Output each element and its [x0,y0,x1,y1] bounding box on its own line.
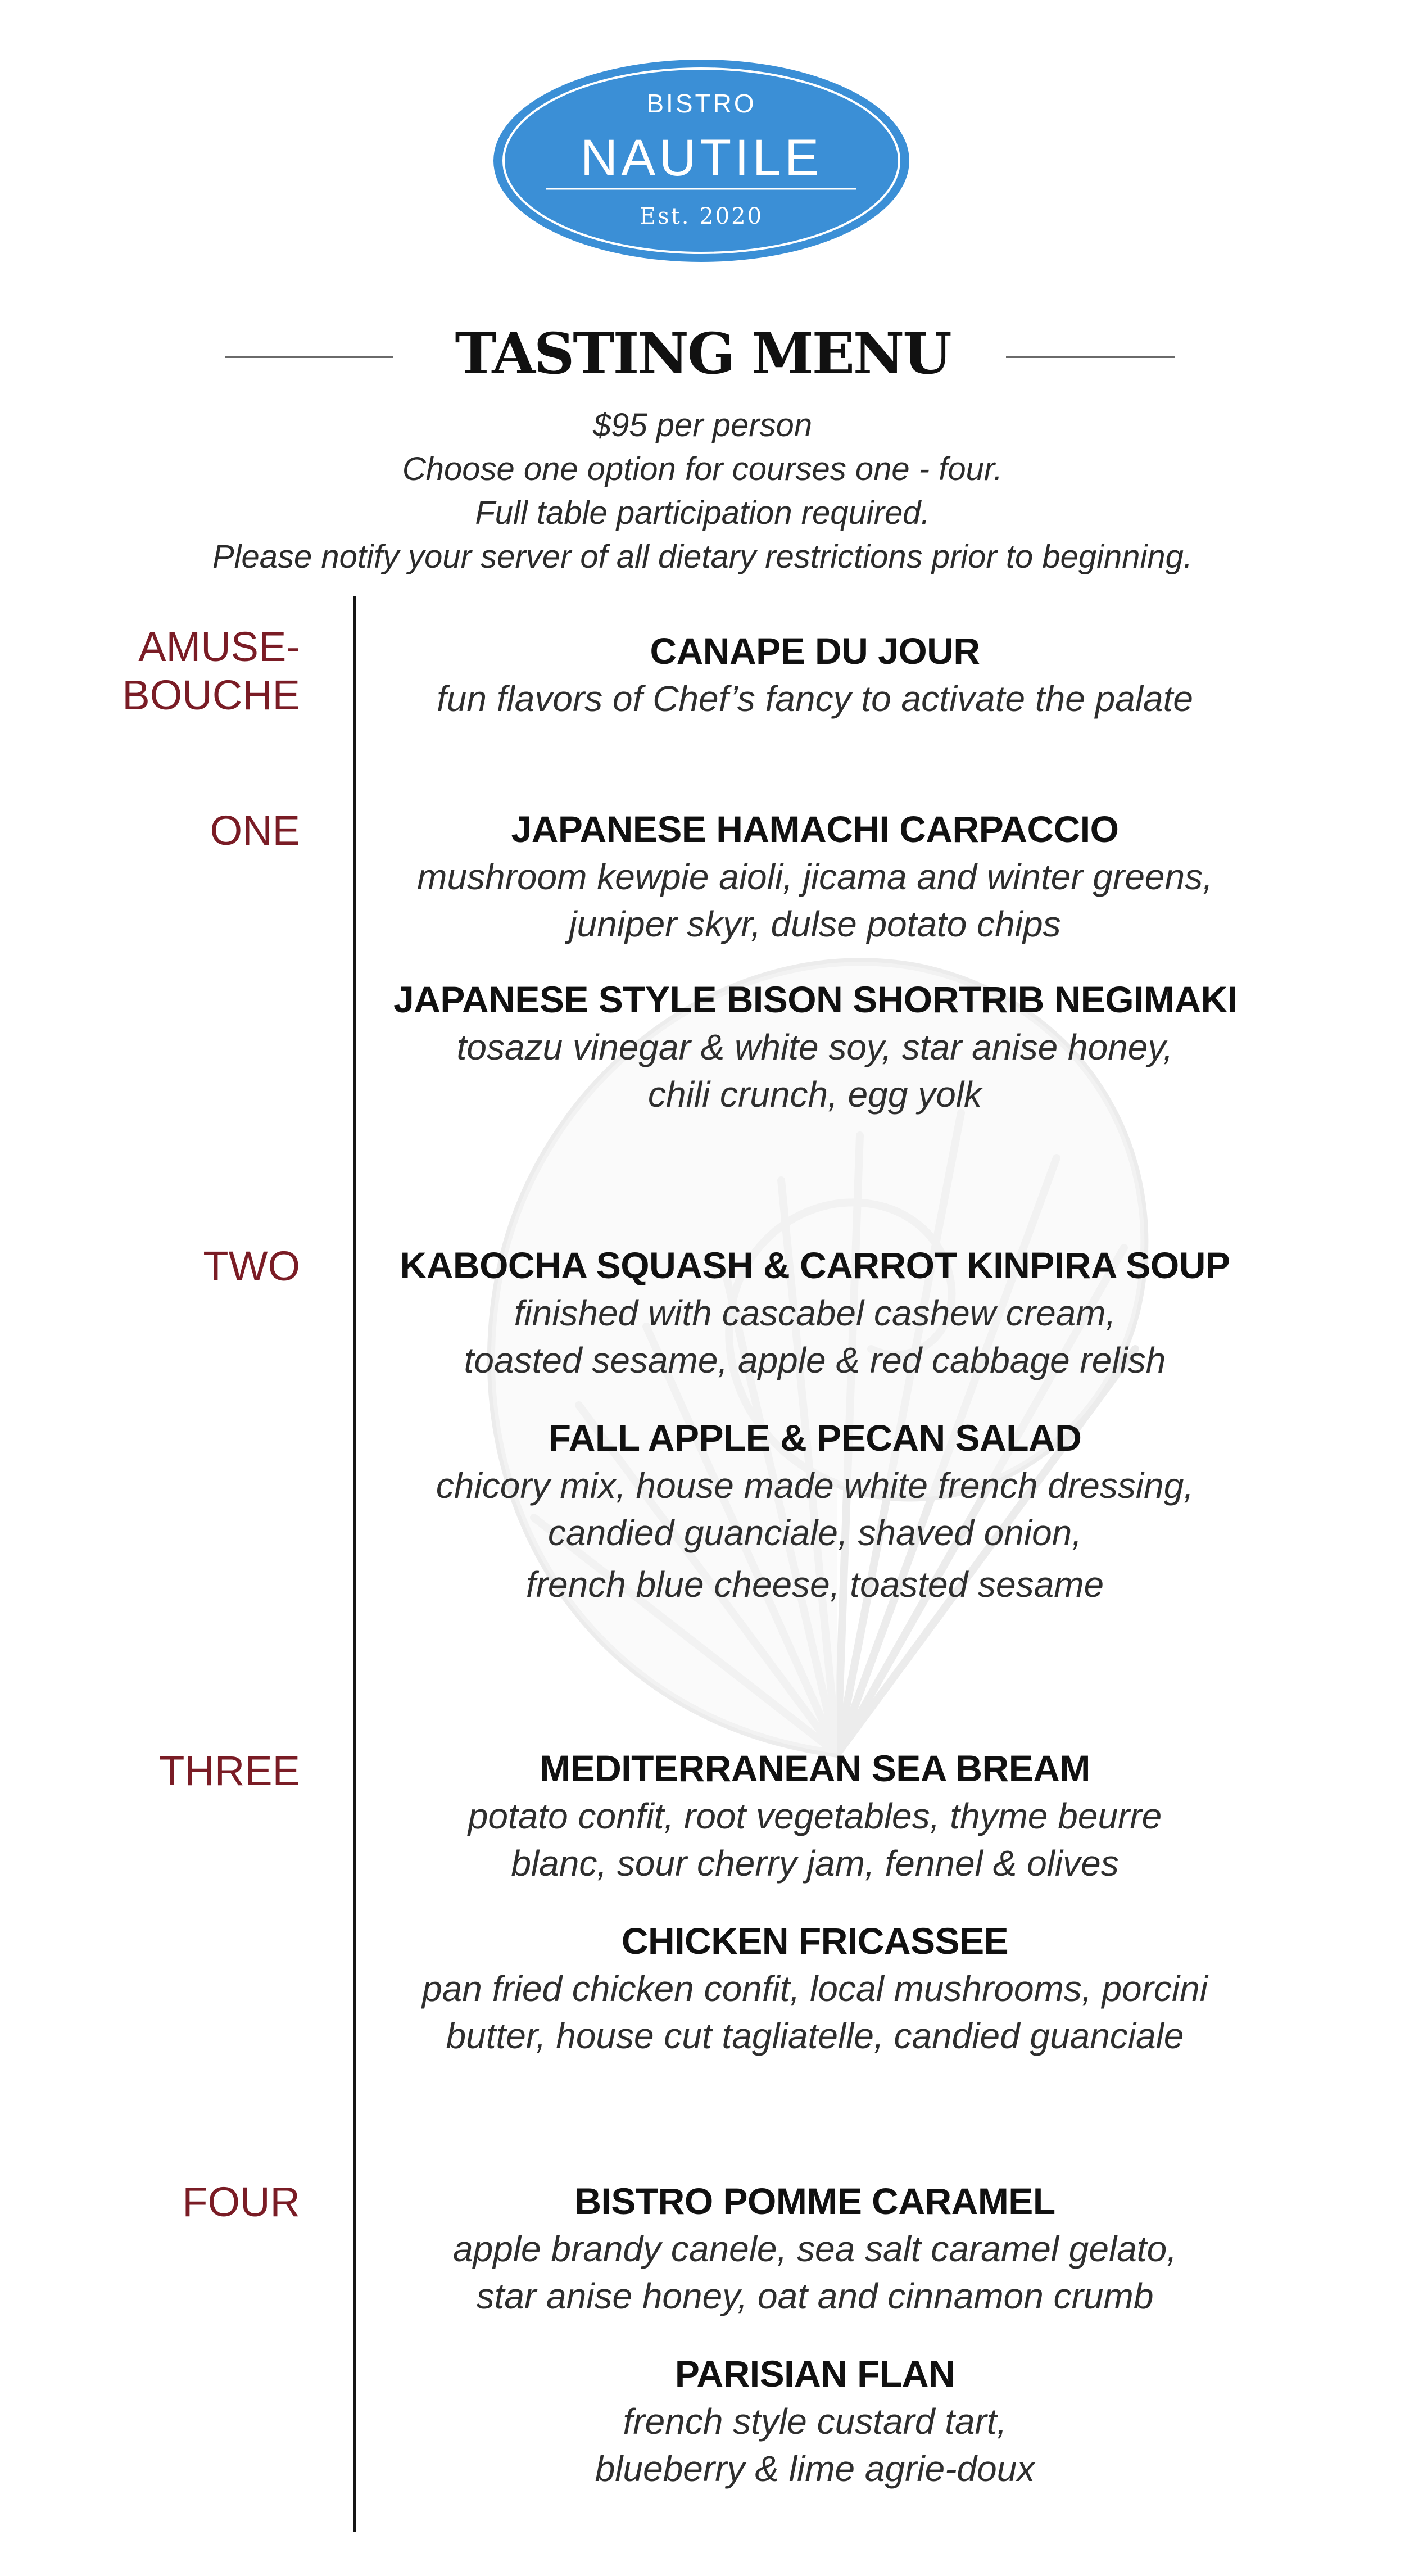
dish-desc: star anise honey, oat and cinnamon crumb [476,2276,1154,2316]
dish-bison-negimaki [393,975,1236,1118]
dish-name: PARISIAN FLAN [674,2353,955,2394]
dish-desc: pan fried chicken confit, local mushrooms, porcini [422,1968,1208,2009]
course-label-one [210,807,300,855]
dish-desc: french blue cheese, toasted sesame [525,1564,1104,1605]
course-label-two [203,1242,300,1291]
dish-desc: blueberry & lime agrie-doux [595,2448,1035,2489]
logo-est-text: Est. 2020 [639,203,764,229]
course-label-four [182,2178,300,2226]
dish-desc: tosazu vinegar & white soy, star anise honey, [456,1027,1173,1067]
course-label-line: AMUSE- [138,623,300,670]
bistro-nautile-logo [490,56,913,265]
dish-kabocha-soup [393,1241,1236,1384]
dish-name: FALL APPLE & PECAN SALAD [548,1417,1082,1459]
dish-desc: chili crunch, egg yolk [647,1074,982,1115]
dish-sea-bream [393,1744,1236,1887]
intro-line: Full table participation required. [475,495,930,531]
menu-title: TASTING MENU [455,320,950,387]
dish-desc: butter, house cut tagliatelle, candied guanciale [446,2016,1184,2056]
dish-desc: finished with cascabel cashew cream, [514,1293,1116,1333]
dish-name: MEDITERRANEAN SEA BREAM [540,1747,1090,1789]
dish-name: JAPANESE HAMACHI CARPACCIO [511,808,1119,850]
dish-name: CANAPE DU JOUR [650,630,980,672]
dish-name: JAPANESE STYLE BISON SHORTRIB NEGIMAKI [393,979,1238,1020]
dish-desc: juniper skyr, dulse potato chips [569,904,1061,944]
dish-desc: apple brandy canele, sea salt caramel gelato, [453,2229,1177,2269]
vertical-divider [353,596,356,2532]
dish-desc: candied guanciale, shaved onion, [547,1513,1082,1553]
dish-apple-pecan-salad [393,1414,1236,1608]
dish-name: KABOCHA SQUASH & CARROT KINPIRA SOUP [400,1244,1230,1286]
dish-desc: potato confit, root vegetables, thyme beurre [468,1796,1162,1836]
course-label-line: FOUR [182,2179,300,2225]
dish-name: BISTRO POMME CARAMEL [574,2180,1055,2222]
title-rule-right [1006,356,1175,358]
dish-desc: blanc, sour cherry jam, fennel & olives [511,1843,1119,1884]
logo-name-text: NAUTILE [580,129,823,187]
intro-line: Choose one option for courses one - four. [402,451,1003,487]
intro-line: Please notify your server of all dietary restrictions prior to beginning. [212,538,1193,575]
dish-desc: chicory mix, house made white french dressing, [436,1465,1194,1506]
dish-canape-du-jour [393,627,1236,722]
dish-desc: mushroom kewpie aioli, jicama and winter greens, [417,857,1213,897]
course-label-line: BOUCHE [122,672,300,718]
dish-desc: french style custard tart, [623,2401,1007,2442]
title-row [0,320,1405,393]
course-label-line: TWO [203,1243,300,1289]
course-label-line: ONE [210,807,300,854]
dish-desc: toasted sesame, apple & red cabbage relish [464,1340,1166,1380]
logo-top-text: BISTRO [646,89,756,118]
dish-desc: fun flavors of Chef’s fancy to activate the palate [437,678,1193,719]
dish-pomme-caramel [393,2177,1236,2320]
course-label-line: THREE [159,1747,300,1794]
dish-chicken-fricassee [393,1917,1236,2059]
dish-hamachi-carpaccio [393,805,1236,948]
course-label-amuse-bouche [122,623,300,719]
dish-parisian-flan [393,2349,1236,2492]
price-line: $95 per person [592,407,813,443]
course-label-three [159,1747,300,1795]
dish-name: CHICKEN FRICASSEE [621,1920,1009,1962]
menu-intro [0,404,1405,579]
